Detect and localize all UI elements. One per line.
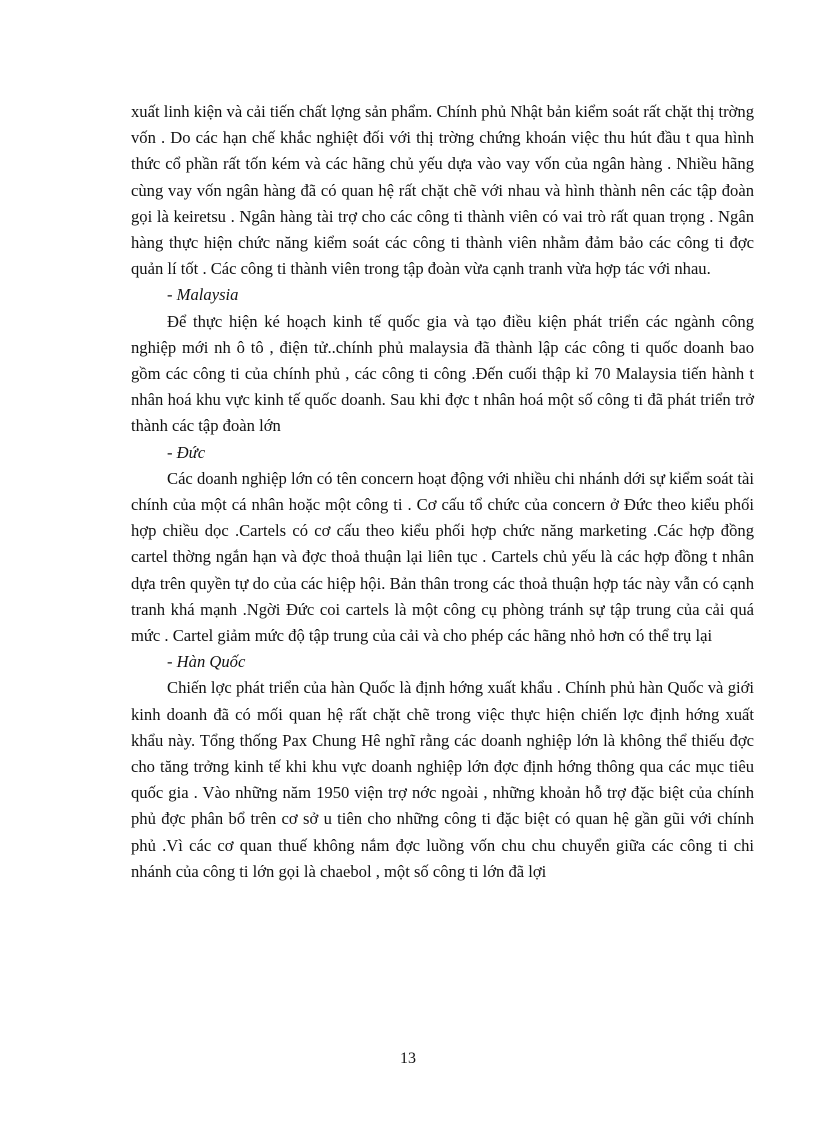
paragraph-germany: Các doanh nghiệp lớn có tên concern hoạt động với nhiều chi nhánh dới sự kiểm soát tài chính của một cá nhân hoặc một công ti . Cơ cấu tổ chức của concern ở Đức theo kiểu phối hợp chiều dọc .Cartels có cơ cấu theo kiểu phối hợp chức năng marketing .Các hợp đồng cartel thờng ngắn hạn và đợc thoả thuận lại liên tục . Cartels chủ yếu là các hợp đồng t nhân dựa trên quyền tự do của các hiệp hội. Bản thân trong các thoả thuận hợp tác này vẫn có cạnh tranh khá mạnh .Ngời Đức coi cartels là một công cụ phòng tránh sự tập trung của cải quá mức . Cartel giảm mức độ tập trung của cải và cho phép các hãng nhỏ hơn có thể trụ lại: [131, 468, 754, 646]
heading-germany: - Đức: [167, 442, 206, 462]
paragraph-japan-continued: xuất linh kiện và cải tiến chất lợng sản phẩm. Chính phủ Nhật bản kiểm soát rất chặt thị trờng vốn . Do các hạn chế khắc nghiệt đối với thị trờng chứng khoán việc thu hút đầu t qua hình thức cổ phần rất tốn kém và các hãng chủ yếu dựa vào vay vốn của ngân hàng . Nhiều hãng cùng vay vốn ngân hàng đã có quan hệ rất chặt chẽ với nhau và hình thành nên các tập đoàn gọi là keiretsu . Ngân hàng tài trợ cho các công ti thành viên có vai trò rất quan trọng . Ngân hàng thực hiện chức năng kiểm soát các công ti thành viên nhằm đảm bảo các công ti đợc quản lí tốt . Các công ti thành viên trong tập đoàn vừa cạnh tranh vừa hợp tác với nhau.: [131, 102, 754, 279]
heading-malaysia: - Malaysia: [167, 285, 239, 305]
page-number: 13: [400, 1050, 416, 1067]
document-page: [131, 99, 754, 885]
heading-korea: - Hàn Quốc: [167, 652, 246, 672]
paragraph-korea: Chiến lợc phát triển của hàn Quốc là định hớng xuất khẩu . Chính phủ hàn Quốc và giới kinh doanh đã có mối quan hệ rất chặt chẽ trong việc thực hiện chiến lợc định hớng xuất khẩu này. Tổng thống Pax Chung Hê nghĩ rằng các doanh nghiệp lớn là không thể thiếu đợc cho tăng trởng kinh tế khi khu vực doanh nghiệp lớn đợc định hớng thông qua các mục tiêu quốc gia . Vào những năm 1950 viện trợ nớc ngoài , những khoản hỗ trợ đặc biệt của chính phủ đợc phân bổ trên cơ sở u tiên cho những công ti đặc biệt có quan hệ gần gũi với chính phủ .Vì các cơ quan thuế không nắm đợc luồng vốn chu chu chuyển giữa các công ti chi nhánh của công ti lớn gọi là chaebol , một số công ti lớn đã lợi: [131, 678, 754, 881]
paragraph-malaysia: Để thực hiện ké hoạch kinh tế quốc gia và tạo điều kiện phát triển các ngành công nghiệp mới nh ô tô , điện tử..chính phủ malaysia đã thành lập các công ti quốc doanh bao gồm các công ti của chính phủ , các công ti công .Đến cuối thập kỉ 70 Malaysia tiến hành t nhân hoá khu vực kinh tế quốc doanh. Sau khi đợc t nhân hoá một số công ti đã phát triển trở thành các tập đoàn lớn: [131, 311, 754, 436]
